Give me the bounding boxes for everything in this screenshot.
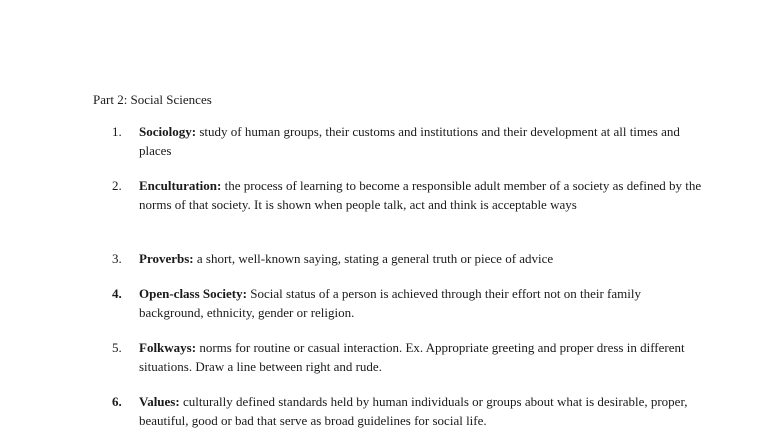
list-item xyxy=(112,392,702,430)
item-number: 6. xyxy=(112,394,122,409)
item-term: Sociology: xyxy=(139,124,197,139)
item-term: Values: xyxy=(139,394,180,409)
list-item xyxy=(112,338,702,376)
item-number: 4. xyxy=(112,286,122,301)
list-item xyxy=(112,284,702,322)
item-content xyxy=(139,122,702,160)
item-term: Open-class Society: xyxy=(139,286,247,301)
item-term: Enculturation: xyxy=(139,178,222,193)
item-number: 2. xyxy=(112,178,122,193)
list-item xyxy=(112,176,702,214)
item-content xyxy=(139,284,702,322)
list-item xyxy=(112,249,702,268)
item-definition: the process of learning to become a responsible adult member of a society as defined by the norms of that society. It is shown when people talk, act and think is acceptable ways xyxy=(139,178,702,212)
list-item xyxy=(112,122,702,160)
item-definition: norms for routine or casual interaction. Ex. Appropriate greeting and proper dress in different situations. Draw a line between right and rude. xyxy=(139,340,685,374)
item-term: Folkways: xyxy=(139,340,197,355)
part-heading: Part 2: Social Sciences xyxy=(93,92,212,107)
item-definition: study of human groups, their customs and institutions and their development at all times and places xyxy=(139,124,680,158)
item-number: 1. xyxy=(112,124,122,139)
item-definition: a short, well-known saying, stating a general truth or piece of advice xyxy=(196,251,554,266)
item-content xyxy=(139,338,702,376)
item-content xyxy=(139,249,702,268)
item-content xyxy=(139,392,702,430)
item-content xyxy=(139,176,702,214)
item-definition: culturally defined standards held by human individuals or groups about what is desirable, proper, beautiful, good or bad that serve as broad guidelines for social life. xyxy=(139,394,688,428)
item-term: Proverbs: xyxy=(139,251,194,266)
item-definition: Social status of a person is achieved through their effort not on their family background, ethnicity, gender or religion. xyxy=(139,286,641,320)
item-number: 5. xyxy=(112,340,122,355)
item-number: 3. xyxy=(112,251,122,266)
